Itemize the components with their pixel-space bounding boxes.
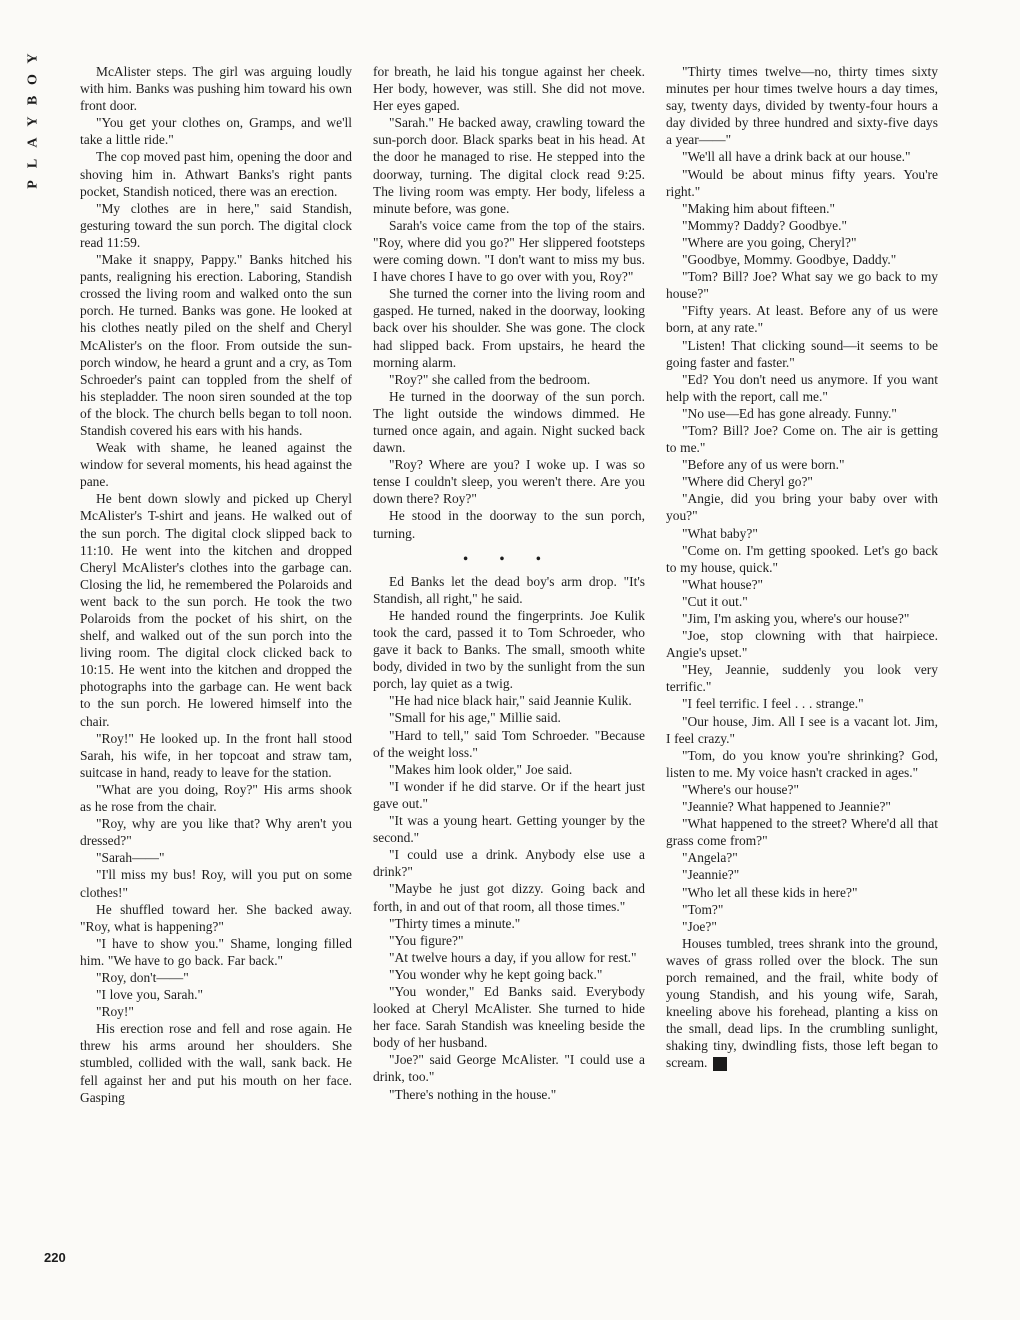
paragraph: "Before any of us were born." — [682, 457, 845, 473]
paragraph: "Jeannie? What happened to Jeannie?" — [682, 799, 891, 815]
paragraph: He handed round the fingerprints. Joe Kulik took the card, passed it to Tom Schroeder, who gave it back to Banks. The small, smooth white body, divided in two by the sunlight from the sun porch, lay quiet as a twig. — [373, 607, 645, 692]
paragraph: "No use—Ed has gone already. Funny." — [682, 405, 897, 421]
paragraph: "Roy, why are you like that? Why aren't you dressed?" — [80, 816, 352, 849]
page-number: 220 — [44, 1250, 66, 1265]
section-break: • • • — [463, 550, 555, 566]
paragraph: Weak with shame, he leaned against the window for several moments, his head against the pane. — [80, 440, 352, 490]
paragraph: "Maybe he just got dizzy. Going back and forth, in and out of that room, all those times." — [373, 881, 645, 914]
paragraph: "Who let all these kids in here?" — [682, 884, 858, 900]
paragraph: "I have to show you." Shame, longing filled him. "We have to go back. Far back." — [80, 935, 352, 968]
paragraph: "Fifty years. At least. Before any of us were born, at any rate." — [666, 303, 938, 336]
paragraph: "I could use a drink. Anybody else use a drink?" — [373, 847, 645, 880]
paragraph: "Angie, did you bring your baby over with you?" — [666, 491, 938, 524]
paragraph: "Roy!" — [96, 1004, 134, 1020]
paragraph: "What are you doing, Roy?" His arms shook as he rose from the chair. — [80, 781, 352, 815]
paragraph: "Sarah——" — [96, 850, 165, 866]
paragraph: "I wonder if he did starve. Or if the heart just gave out." — [373, 778, 645, 811]
paragraph: "I feel terrific. I feel . . . strange." — [682, 696, 864, 712]
paragraph: Ed Banks let the dead boy's arm drop. "It's Standish, all right," he said. — [373, 573, 645, 606]
paragraph: He shuffled toward her. She backed away. "Roy, what is happening?" — [80, 901, 352, 934]
paragraph: "Angela?" — [682, 850, 738, 866]
masthead-letter: L — [25, 158, 41, 169]
masthead-letter: P — [25, 180, 41, 189]
paragraph: "My clothes are in here," said Standish, gesturing toward the sun porch. The digital clock read 11:59. — [80, 200, 352, 250]
masthead-letter: B — [25, 95, 41, 106]
paragraph: His erection rose and fell and rose again. He threw his arms around her shoulders. She stumbled, collided with the wall, sank back. He fell against her and put his mouth on her face. Gasping — [80, 1021, 352, 1105]
masthead-letter: O — [25, 74, 41, 85]
paragraph: "You get your clothes on, Gramps, and we'll take a little ride." — [80, 115, 352, 148]
paragraph: "There's nothing in the house." — [389, 1086, 557, 1102]
paragraph: "Tom, do you know you're shrinking? God, listen to me. My voice hasn't cracked in ages." — [666, 747, 938, 780]
paragraph: "What happened to the street? Where'd all that grass come from?" — [666, 816, 938, 849]
paragraph: "Cut it out." — [682, 593, 748, 609]
text-column-2 — [373, 63, 645, 1278]
paragraph: "At twelve hours a day, if you allow for rest." — [389, 949, 637, 965]
paragraph: "I love you, Sarah." — [96, 987, 204, 1003]
paragraph: "Our house, Jim. All I see is a vacant lot. Jim, I feel crazy." — [666, 713, 938, 746]
paragraph: "What baby?" — [682, 525, 758, 541]
masthead-letter: Y — [25, 53, 41, 64]
paragraph: "Make it snappy, Pappy." Banks hitched his pants, realigning his erection. Laboring, Standish crossed the living room and walked onto the sun porch. He turned. Banks was gone. He looked at his clothes neatly piled on the shelf and Cheryl McAlister's on the floor. From outside the sun-porch window, he heard a grunt and a cry, as Tom Schroeder's paint can toppled from the shelf of his stepladder. The noon siren sounded at the top of the block. The church bells began to toll noon. Standish covered his ears with his hands. — [80, 252, 352, 438]
paragraph: "Joe, stop clowning with that hairpiece. Angie's upset." — [666, 628, 938, 661]
paragraph: "Jim, I'm asking you, where's our house?" — [682, 611, 910, 626]
paragraph: "Ed? You don't need us anymore. If you want help with the report, call me." — [666, 371, 938, 404]
paragraph: "Makes him look older," Joe said. — [389, 761, 573, 777]
paragraph: McAlister steps. The girl was arguing loudly with him. Banks was pushing him toward his own front door. — [80, 64, 352, 114]
paragraph: "Small for his age," Millie said. — [389, 710, 561, 726]
paragraph: for breath, he laid his tongue against her cheek. Her body, however, was still. She did not move. Her eyes gaped. — [373, 64, 645, 114]
paragraph: "Mommy? Daddy? Goodbye." — [682, 217, 847, 233]
paragraph: Houses tumbled, trees shrank into the ground, waves of grass rolled over the block. The sun porch remained, and the frail, white body of young Standish, and his young wife, Sarah, kneeling above his forehead, planting a kiss on the small, dead lips. In the crumbling sunlight, shaking tiny, dwindling fists, those left began to scream. ❀ — [666, 935, 938, 1071]
paragraph: "Making him about fifteen." — [682, 200, 835, 216]
paragraph: He bent down slowly and picked up Cheryl McAlister's T-shirt and jeans. He walked out of the sun porch. The digital clock slipped back to 11:10. He went into the kitchen and dropped Cheryl McAlister's clothes into the garbage can. Closing the lid, he remembered the Polaroids and went back to the sun porch. He took the two Polaroids from the pocket of his shirt, on the shelf, and walked out of the sun porch into the living room. The digital clock clicked back to 10:15. He went into the kitchen and dropped the photographs into the garbage can. He went back to the sun porch. He lowered himself into the chair. — [80, 491, 352, 729]
paragraph: "Joe?" said George McAlister. "I could use a drink, too." — [373, 1052, 645, 1085]
paragraph: "Where did Cheryl go?" — [682, 474, 813, 490]
paragraph: He turned in the doorway of the sun porch. The light outside the windows dimmed. He turned once again, and again. Night sucked back dawn. — [373, 388, 645, 456]
paragraph: "You wonder," Ed Banks said. Everybody looked at Cheryl McAlister. She turned to hide her face. Sarah Standish was kneeling beside the body of her husband. — [373, 983, 645, 1051]
paragraph: "It was a young heart. Getting younger by the second." — [373, 813, 645, 846]
paragraph: The cop moved past him, opening the door and shoving him in. Athwart Banks's right pants pocket, Standish noticed, there was an erection. — [80, 149, 352, 199]
paragraph: "Roy!" He looked up. In the front hall stood Sarah, his wife, in her topcoat and straw tam, suitcase in hand, ready to leave for the station. — [80, 730, 352, 780]
paragraph: "Sarah." He backed away, crawling toward the sun-porch door. Black sparks beat in his head. At the door he managed to rise. He stepped into the doorway, turning. The digital clock read 9:25. The living room was empty. Her body, lifeless a minute before, was gone. — [373, 115, 645, 216]
paragraph: "Goodbye, Mommy. Goodbye, Daddy." — [682, 252, 897, 268]
paragraph: "Tom?" — [682, 901, 724, 917]
paragraph: "I'll miss my bus! Roy, will you put on some clothes!" — [80, 867, 352, 900]
paragraph: "Listen! That clicking sound—it seems to be going faster and faster." — [666, 337, 938, 370]
masthead-letter: Y — [25, 116, 41, 127]
paragraph: "Jeannie?" — [682, 867, 740, 883]
paragraph: "Roy, don't——" — [96, 969, 189, 985]
paragraph: "Thirty times twelve—no, thirty times sixty minutes per hour times twelve hours a day times, say, twenty days, divided by twenty-four hours a day divided by three hundred and sixty-five days a year——" — [666, 64, 938, 148]
paragraph: She turned the corner into the living room and gasped. He turned, naked in the doorway, looking back over his shoulder. She was gone. The clock had slipped back. From upstairs, he heard the morning alarm. — [373, 286, 645, 370]
paragraph: "Come on. I'm getting spooked. Let's go back to my house, quick." — [666, 542, 938, 575]
paragraph: "Roy?" she called from the bedroom. — [389, 371, 591, 387]
paragraph: "Hard to tell," said Tom Schroeder. "Because of the weight loss." — [373, 727, 645, 760]
paragraph: "Where are you going, Cheryl?" — [682, 234, 857, 250]
rabbit-head-icon: ❀ — [713, 1057, 727, 1071]
playboy-masthead — [22, 48, 44, 218]
text-column-1 — [80, 63, 352, 1278]
paragraph: "You wonder why he kept going back." — [389, 966, 603, 982]
paragraph: "Tom? Bill? Joe? Come on. The air is getting to me." — [666, 422, 938, 456]
paragraph: "Hey, Jeannie, suddenly you look very terrific." — [666, 662, 938, 695]
paragraph: "We'll all have a drink back at our house." — [682, 149, 911, 165]
paragraph: "Joe?" — [682, 918, 717, 934]
paragraph: "Thirty times a minute." — [389, 915, 521, 931]
paragraph: "Would be about minus fifty years. You're right." — [666, 166, 938, 199]
paragraph: He stood in the doorway to the sun porch, turning. — [373, 508, 645, 541]
masthead-letter: A — [25, 137, 41, 148]
paragraph: Sarah's voice came from the top of the stairs. "Roy, where did you go?" Her slippered footsteps were coming down. "I don't want to miss my bus. I have chores I have to go over with you, Roy?" — [373, 217, 645, 285]
paragraph: "Roy? Where are you? I woke up. I was so tense I couldn't sleep, you weren't there. Are you down there? Roy?" — [373, 457, 645, 507]
paragraph: "Tom? Bill? Joe? What say we go back to my house?" — [666, 269, 938, 302]
paragraph: "He had nice black hair," said Jeannie Kulik. — [389, 693, 632, 709]
paragraph: "Where's our house?" — [682, 781, 799, 797]
paragraph: "What house?" — [682, 576, 764, 592]
paragraph: "You figure?" — [389, 932, 464, 948]
text-column-3 — [666, 63, 938, 1278]
